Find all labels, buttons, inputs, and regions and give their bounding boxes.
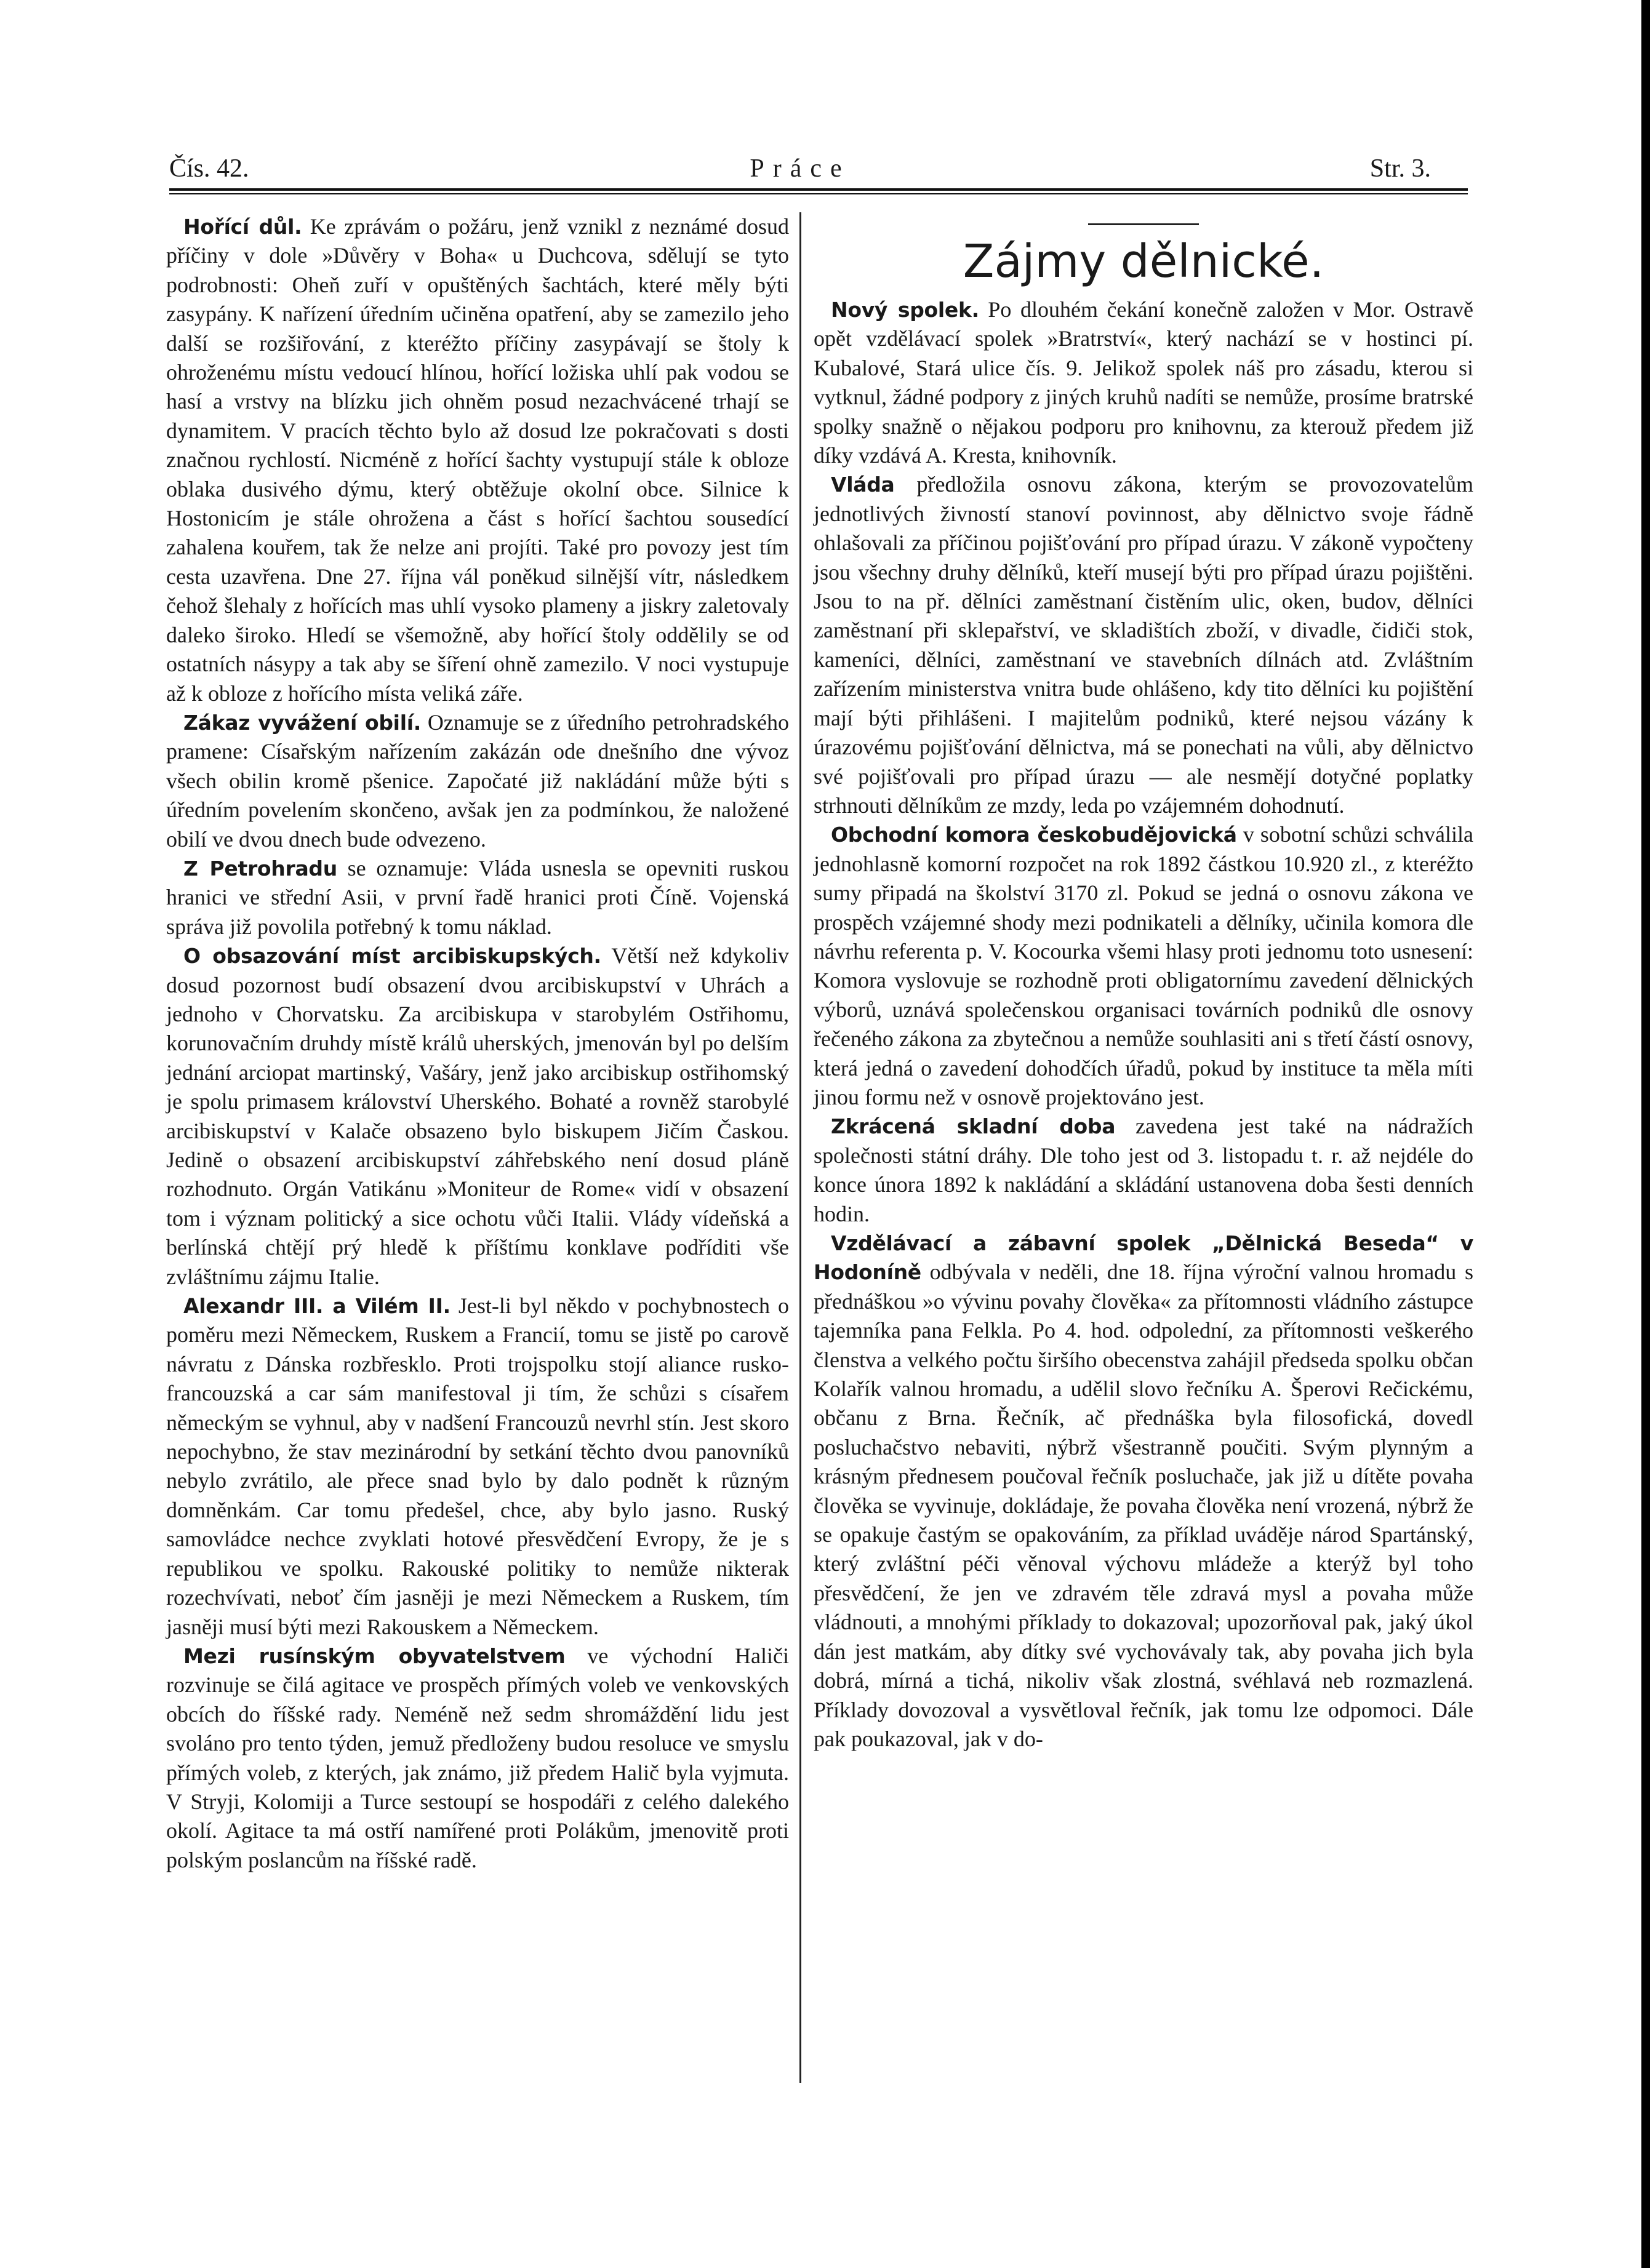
column-divider: [799, 212, 801, 2083]
article-novy-spolek: [814, 295, 1473, 470]
article-arcibiskupstvi: [166, 941, 789, 1292]
left-column: [166, 212, 789, 1875]
article-alexandr-vilem: [166, 1292, 789, 1642]
article-text: Po dlouhém čekání konečně založen v Mor. Ostravě opět vzdělávací spolek »Bratrství«, který nachází se v hostinci pí. Kubalové, Stará ulice čís. 9. Jelikož spolek náš pro zásadu, kterou si vytknul, žádné podpory z jiných kruhů nadíti se nemůže, prosíme bratrské spolky snažně o nějakou podporu pro knihovnu, za kterouž předem již díky vzdává A. Kresta, knihovník.: [814, 297, 1473, 468]
header-rule-thin: [169, 193, 1468, 194]
article-text: předložila osnovu zákona, kterým se provozovatelům jednotlivých živností stanoví povinnost, aby dělnictvo svoje řádně ohlašovali za příčinou pojišťování pro případ úrazu. V zákoně vypočteny jsou všechny druhy dělníků, kteří musejí býti pro případ úrazu pojištěni. Jsou to na př. dělníci zaměstnaní čistěním ulic, oken, budov, dělníci zaměstnaní při sklepařství, ve skladištích zboží, v divadle, čidiči stok, kameníci, dělníci, zaměstnaní ve stavebních dílnách atd. Zvláštním zařízením ministerstva vnitra bude ohlášeno, kdy tito dělníci ku pojištění mají býti přihlášeni. I majitelům podniků, které nejsou vázány k úrazovému pojišťování dělnictva, má se ponechati na vůli, aby dělnictvo své pojišťovali pro případ úrazu — ale nesmějí dotyčné poplatky strhnouti dělníkům ze mzdy, leda po vzájemném dohodnutí.: [814, 472, 1473, 818]
article-text: Oznamuje se z úředního petrohradského pramene: Císařským nařízením zakázán ode dnešního dne vývoz všech obilin kromě pšenice. Započaté již nakládání může býti s úředním povelením skončeno, avšak jen za podmínkou, že naložené obilí ve dvou dnech bude odvezeno.: [166, 709, 790, 852]
article-heading: Zákaz vyvážení obilí.: [183, 710, 421, 735]
article-text: se oznamuje: Vláda usnesla se opevniti ruskou hranici ve střední Asii, v první řadě hranici proti Číně. Vojenská správa již povolila potřebný k tomu náklad.: [166, 855, 790, 939]
right-column: [814, 212, 1473, 1754]
article-text: zavedena jest také na nádražích společnosti státní dráhy. Dle toho jest od 3. listopadu t. r. až nejdéle do konce února 1892 k nakládání a skládání ustanovena doba šesti denních hodin.: [814, 1114, 1473, 1226]
article-heading: Zkrácená skladní doba: [831, 1114, 1116, 1139]
article-rusinske-obyvatelstvo: [166, 1642, 789, 1875]
article-text: Větší než kdykoliv dosud pozornost budí obsazení dvou arcibiskupství v Uhrách a jednoho v Chorvatsku. Za arcibiskupa v starobylém Ostřihomu, korunovačním druhdy místě králů uherských, jmenován byl po delším jednání arciopat martinský, Vašáry, jenž jako arcibiskup ostřihomský je spolu primasem království Uherského. Bohaté a rovněž starobylé arcibiskupství v Kalače obsazeno bylo biskupem Jičím Časkou. Jedině o obsazení arcibiskupství záhřebského není dosud pláně rozhodnuto. Orgán Vatikánu »Moniteur de Rome« vidí v obsazení tom i význam politický a sice ochotu vůči Italii. Vlády vídeňská a berlínská chtějí prý hledě k příštímu konklave podříditi vše zvláštnímu zájmu Italie.: [166, 943, 789, 1289]
article-text: Ke zprávám o požáru, jenž vznikl z neznámé dosud příčiny v dole »Důvěry v Boha« u Duchcova, sdělují se tyto podrobnosti: Oheň zuří v opuštěných šachtách, které měly býti zasypány. K nařízení úředním učiněna opatření, aby se zamezilo jeho další se rozšiřování, z kteréžto příčiny zasypávají se štoly k ohroženému místu vedoucí hlínou, hořící ložiska uhlí pak vodou se hasí a vrstvy na blízku jich ohněm posud nezachvácené trhají se dynamitem. V pracích těchto bylo až dosud lze pokračovati s dosti značnou rychlostí. Nicméně z hořící šachty vystupují stále k obloze oblaka dusivého dýmu, který obtěžuje okolní obce. Silnice k Hostonicím je stále ohrožena a část s hořící šachtou sousedící zahalena kouřem, tak že nelze ani projíti. Také pro povozy jest tím cesta uzavřena. Dne 27. října vál poněkud silnější vítr, následkem čehož šlehaly z hořících mas uhlí vysoko plameny a jiskry zaletovaly daleko široko. Hledí se všemožně, aby hořící štoly oddělily se od ostatních násypy a tak aby se šíření ohně zamezilo. V noci vystupuje až k obloze z hořícího místa veliká záře.: [166, 214, 790, 706]
article-z-petrohradu: [166, 854, 789, 941]
article-heading: Hořící důl.: [183, 215, 302, 239]
article-heading: Vláda: [831, 473, 895, 497]
article-heading: Nový spolek.: [831, 298, 979, 322]
issue-number: Čís. 42.: [169, 154, 249, 183]
header-rule: [169, 188, 1468, 191]
article-zakaz-vyvazeni: [166, 708, 789, 854]
page-number: Str. 3.: [1369, 154, 1431, 183]
page-header: [169, 154, 1431, 191]
article-heading: Obchodní komora českobudějovická: [831, 823, 1237, 847]
article-heading: O obsazování míst arcibiskupských.: [183, 944, 601, 968]
article-heading: Z Petrohradu: [183, 856, 337, 880]
newspaper-title: Práce: [750, 154, 851, 183]
section-title: Zájmy dělnické.: [963, 235, 1324, 288]
article-horici-dul: [166, 212, 789, 708]
article-heading: Alexandr III. a Vilém II.: [183, 1294, 451, 1319]
article-vlada: [814, 470, 1473, 820]
scan-edge: [1641, 0, 1650, 2268]
article-heading: Vzdělávací a zábavní spolek „Dělnická Beseda“ v Hodoníně: [814, 1231, 1473, 1285]
article-delnicka-beseda: [814, 1229, 1473, 1754]
section-separator: [1088, 223, 1199, 225]
article-obchodni-komora: [814, 820, 1473, 1112]
article-text: ve východní Haliči rozvinuje se čilá agitace ve prospěch přímých voleb ve venkovských obcích do říšské rady. Neméně než sedm shromáždění lidu jest svoláno pro tento týden, jemuž předloženy budou resoluce ve smyslu přímých voleb, z kterých, jak známo, již předem Halič byla vyjmuta. V Stryji, Kolomiji a Turce sestoupí se hospodáři z celého dalekého okolí. Agitace ta má ostří namířené proti Polákům, jmenovitě proti polským poslancům na říšské radě.: [166, 1643, 790, 1872]
article-heading: Mezi rusínským obyvatelstvem: [183, 1643, 566, 1668]
article-text: Jest-li byl někdo v pochybnostech o poměru mezi Německem, Ruskem a Francií, tomu se jistě po carově návratu z Dánska rozbřesklo. Proti trojspolku stojí aliance rusko-francouzská a car sám manifestoval ji tím, že schůzi s císařem německým se vyhnul, aby v nadšení Francouzů nevrhl stín. Jest skoro nepochybno, že stav mezinárodní by setkání těchto dvou panovníků nebylo zvrátilo, ale přece snad bylo by dalo podnět k různým domněnkám. Car tomu předešel, chce, aby bylo jasno. Ruský samovládce nechce zvyklati hotové přesvědčení Evropy, že je s republikou ve spolku. Rakouské politiky to nemůže nikterak rozechvívati, neboť čím jasněji je mezi Německem a Ruskem, tím jasněji musí býti mezi Rakouskem a Německem.: [166, 1293, 790, 1639]
article-zkracena-doba: [814, 1112, 1473, 1229]
article-text: odbývala v neděli, dne 18. října výroční valnou hromadu s přednáškou »o vývinu povahy člověka« za přítomnosti vládního zástupce tajemníka pana Felkla. Po 4. hod. odpolední, za přítomnosti veškerého členstva a velkého počtu širšího obecenstva zahájil předseda spolku občan Kolařík valnou hromadu, a udělil slovo řečníku A. Šperovi Rečickému, občanu z Brna. Řečník, ač přednáška byla filosofická, dovedl posluchačstvo nebaviti, nýbrž všestranně poučiti. Svým plynným a krásným přednesem poučoval řečník posluchače, jak již u dítěte povaha člověka se vyvinuje, dokládaje, že povaha člověka není vrozená, nýbrž že se opakuje častým se opakováním, za příklad uváděje národ Spartánský, který zvláštní péči věnoval výchovu mládeže a kterýž byl toho přesvědčení, že jen ve zdravém těle zdravá mysl a povaha může vládnouti, a mnohými příklady to dokazoval; upozorňoval pak, jaký úkol dán jest matkám, aby dítky své vychovávaly tak, aby povaha jich byla dobrá, mírná a tichá, nikoliv však zlostná, svéhlavá neb rozmazlená. Příklady dovozoval a vysvětloval řečník, jak tomu lze odpomoci. Dále pak poukazoval, jak v do-: [814, 1260, 1474, 1751]
article-text: v sobotní schůzi schválila jednohlasně komorní rozpočet na rok 1892 částkou 10.920 zl., z kteréžto sumy připadá na školství 3170 zl. Pokud se jedná o osnovu zákona ve prospěch vzájemné shody mezi podnikateli a dělníky, učinila komora dle návrhu referenta p. V. Kocourka všemi hlasy proti jednomu toto usnesení: Komora vyslovuje se rozhodně proti obligatornímu zavedení dělnických výborů, uznává společenskou organisaci továrních podniků dle osnovy řečeného zákona za zbytečnou a nemůže souhlasiti ani s třetí částí osnovy, která jedná o zavedení dohodčích úřadů, pokud by instituce ta měla míti jinou formu než v osnově projektováno jest.: [814, 822, 1474, 1109]
